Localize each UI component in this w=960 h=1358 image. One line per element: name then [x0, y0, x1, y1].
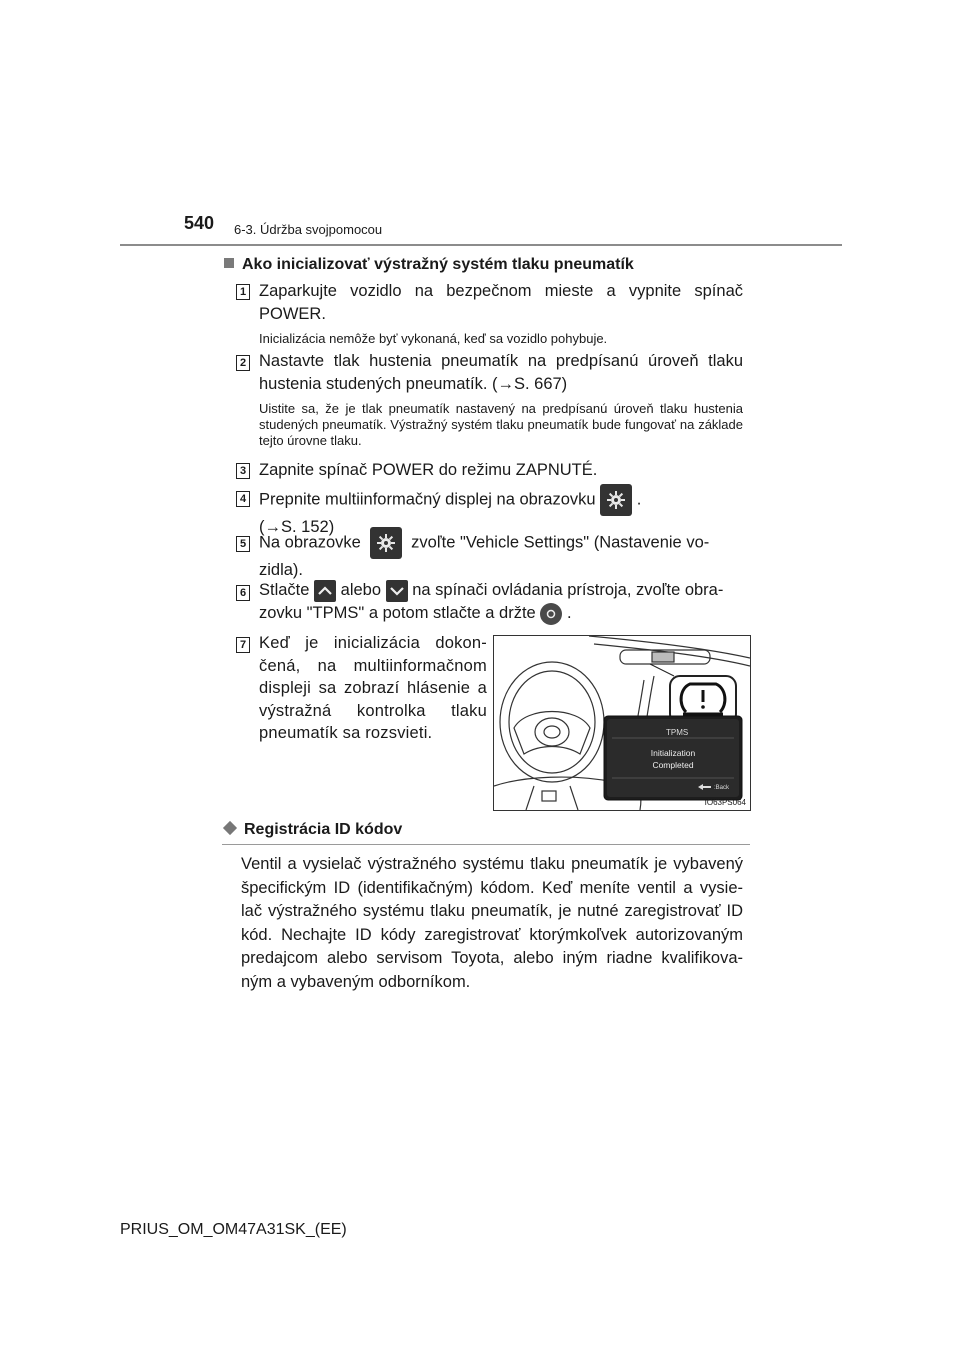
settings-gear-icon [600, 484, 632, 516]
step-number-6: 6 [236, 585, 250, 601]
step-3-text: Zapnite spínač POWER do režimu ZAPNUTÉ. [259, 461, 598, 479]
step-number-1: 1 [236, 284, 250, 300]
step-number-7: 7 [236, 637, 250, 653]
step-6-text-a: Stlačte [259, 581, 310, 599]
step-5-text-b: zvoľte "Vehicle Settings" (Nastavenie vo- [411, 533, 710, 552]
screen-message-line2: Completed [652, 760, 694, 770]
footer-doc-code: PRIUS_OM_OM47A31SK_(EE) [120, 1221, 347, 1238]
step-number-5: 5 [236, 536, 250, 552]
step-5-text-a: Na obrazovke [259, 533, 361, 552]
section-heading [224, 256, 634, 274]
sub-heading-divider [222, 844, 750, 845]
illustration-code: IO63PS064 [704, 798, 746, 807]
dashboard-drawing [494, 636, 750, 810]
step-6-text-e: . [566, 604, 572, 622]
sub-heading [222, 821, 402, 839]
sub-heading-text: Registrácia ID kódov [244, 821, 403, 838]
heading-text: Ako inicializovať výstražný systém tlaku pneumatík [242, 256, 634, 273]
step-number-4: 4 [236, 491, 250, 507]
step-4-text-c: (→S. 152) [259, 518, 335, 536]
screen-back-label: :Back [714, 785, 730, 791]
step-6-text-b: alebo [340, 581, 382, 599]
step-5-text-c: zidla). [259, 561, 304, 579]
step-7-text: Keď je inicializácia dokon- čená, na multiinformačnom displeji sa zobrazí hlásenie a výstražná kontrolka tlaku pneumatík sa rozsvieti. [259, 634, 487, 742]
settings-gear-icon [370, 527, 402, 559]
header-divider [120, 244, 842, 246]
section-title: 6-3. Údržba svojpomocou [234, 222, 383, 237]
step-5-text [259, 527, 743, 582]
step-1-text: Zaparkujte vozidlo na bezpečnom mieste a vypnite spínač POWER. [259, 282, 743, 323]
step-number-2: 2 [236, 355, 250, 371]
step-1-note: Inicializácia nemôže byť vykonaná, keď sa vozidlo pohybuje. [259, 331, 608, 346]
screen-message [607, 747, 739, 771]
step-2-note: Uistite sa, že je tlak pneumatík nastavený na predpísanú úroveň tlaku hustenia studených pneumatík. Výstražný systém tlaku pneumatík bude fungovať na základe tejto úrovne tlaku. [259, 401, 743, 448]
ok-button-icon [540, 603, 562, 625]
screen-message-line1: Initialization [650, 748, 696, 758]
step-6-text-d: zovku "TPMS" a potom stlačte a držte [259, 604, 536, 622]
step-6-text [259, 579, 743, 625]
step-2-text: Nastavte tlak hustenia pneumatík na predpísanú úroveň tlaku hustenia studených pneumatík. (→S. 667) [259, 352, 743, 393]
step-4-text-b: . [636, 490, 642, 509]
step-6-text-c: na spínači ovládania prístroja, zvoľte obra- [412, 581, 724, 599]
diamond-bullet-icon [223, 821, 237, 835]
step-number-3: 3 [236, 463, 250, 479]
chevron-down-icon [386, 580, 408, 602]
chevron-up-icon [314, 580, 336, 602]
dashboard-illustration [493, 635, 751, 811]
square-bullet-icon [224, 258, 234, 268]
step-4-text-a: Prepnite multiinformačný displej na obrazovku [259, 490, 596, 509]
page-number: 540 [184, 213, 215, 233]
body-paragraph: Ventil a vysielač výstražného systému tlaku pneumatík je vybavený špecifickým ID (identifikačným) kódom. Keď meníte ventil a vysie- lač výstražného systému tlaku pneumatík, je nutné zaregistrovať ID kód. Nechajte ID kódy zaregistrovať ktorýmkoľvek autorizovaným predajcom alebo servisom Toyota, alebo iným riadne kvalifikova- ným a vybaveným odborníkom. [241, 855, 743, 991]
screen-title: TPMS [666, 728, 689, 737]
